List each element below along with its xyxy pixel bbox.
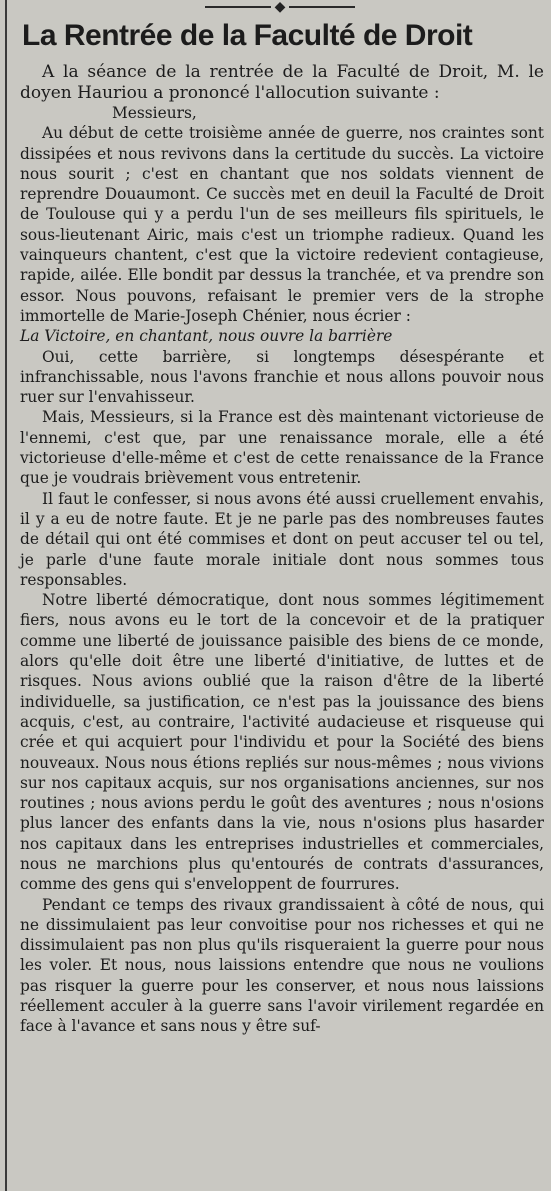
body-paragraph: Oui, cette barrière, si longtemps désespérante et infranchissable, nous l'avons franchie et nous allons pouvoir nous ruer sur l'envahisseur. xyxy=(20,347,544,407)
header-ornament xyxy=(205,0,355,14)
body-paragraph: Il faut le confesser, si nous avons été aussi cruellement envahis, il y a eu de notre faute. Et je ne parle pas des nombreuses fautes de détail qui ont été commises et dont on peut accuser tel ou tel, je parle d'une faute morale initiale dont nous sommes tous responsables. xyxy=(20,489,544,589)
ornament-line-left xyxy=(205,6,271,8)
salutation: Messieurs, xyxy=(112,104,197,122)
quoted-verse: La Victoire, en chantant, nous ouvre la barrière xyxy=(20,327,393,346)
body-paragraph: Notre liberté démocratique, dont nous sommes légitimement fiers, nous avons eu le tort de la concevoir et de la pratiquer comme une liberté de jouissance paisible des biens de ce monde, alors qu'elle doit être une liberté d'initiative, de luttes et de risques. Nous avions oublié que la raison d'être de la liberté individuelle, sa justification, ce n'est pas la jouissance des biens acquis, c'est, au contraire, l'activité audacieuse et risqueuse qui crée et qui acquiert pour l'individu et pour la Société des biens nouveaux. Nous nous étions repliés sur nous-mêmes ; nous vivions sur nos capitaux acquis, sur nos organisations anciennes, sur nos routines ; nous avions perdu le goût des aventures ; nous n'osions plus lancer des enfants dans la vie, nous n'osions plus hasarder nos capitaux dans les entreprises industrielles et commerciales, nous ne marchions plus qu'entourés de contrats d'assurances, comme des gens qui s'enveloppent de fourrures. xyxy=(20,591,544,894)
ornament-line-right xyxy=(289,6,355,8)
ornament-diamond-icon: ◆ xyxy=(274,0,286,15)
column-rule xyxy=(5,0,7,1191)
body-paragraph: Pendant ce temps des rivaux grandissaient à côté de nous, qui ne dissimulaient pas leur convoitise pour nos richesses et qui ne dissimulaient pas non plus qu'ils risqueraient la guerre pour nous les voler. Et nous, nous laissions entendre que nous ne voulions pas risquer la guerre pour les conserver, et nous nous laissions réellement acculer à la guerre sans l'avoir virilement regardée en face à l'avance et sans nous y être suf- xyxy=(20,895,544,1036)
body-paragraph: Au début de cette troisième année de guerre, nos craintes sont dissipées et nous revivons dans la certitude du succès. La victoire nous sourit ; c'est en chantant que nos soldats viennent de reprendre Douaumont. Ce succès met en deuil la Faculté de Droit de Toulouse qui y a perdu l'un de ses meilleurs fils spirituels, le sous-lieutenant Airic, mais c'est un triomphe radieux. Quand les vainqueurs chantent, c'est que la victoire redevient contagieuse, rapide, ailée. Elle bondit par dessus la tranchée, et va prendre son essor. Nous pouvons, refaisant le premier vers de la strophe immortelle de Marie-Joseph Chénier, nous écrier : xyxy=(20,124,544,325)
article-body xyxy=(20,62,544,1037)
article-title: La Rentrée de la Faculté de Droit xyxy=(22,19,473,52)
intro-paragraph: A la séance de la rentrée de la Faculté de Droit, M. le doyen Hauriou a prononcé l'allocution suivante : xyxy=(20,62,544,103)
body-paragraph: Mais, Messieurs, si la France est dès maintenant victorieuse de l'ennemi, c'est que, par une renaissance morale, elle a été victorieuse d'elle-même et c'est de cette renaissance de la France que je voudrais brièvement vous entretenir. xyxy=(20,408,544,488)
